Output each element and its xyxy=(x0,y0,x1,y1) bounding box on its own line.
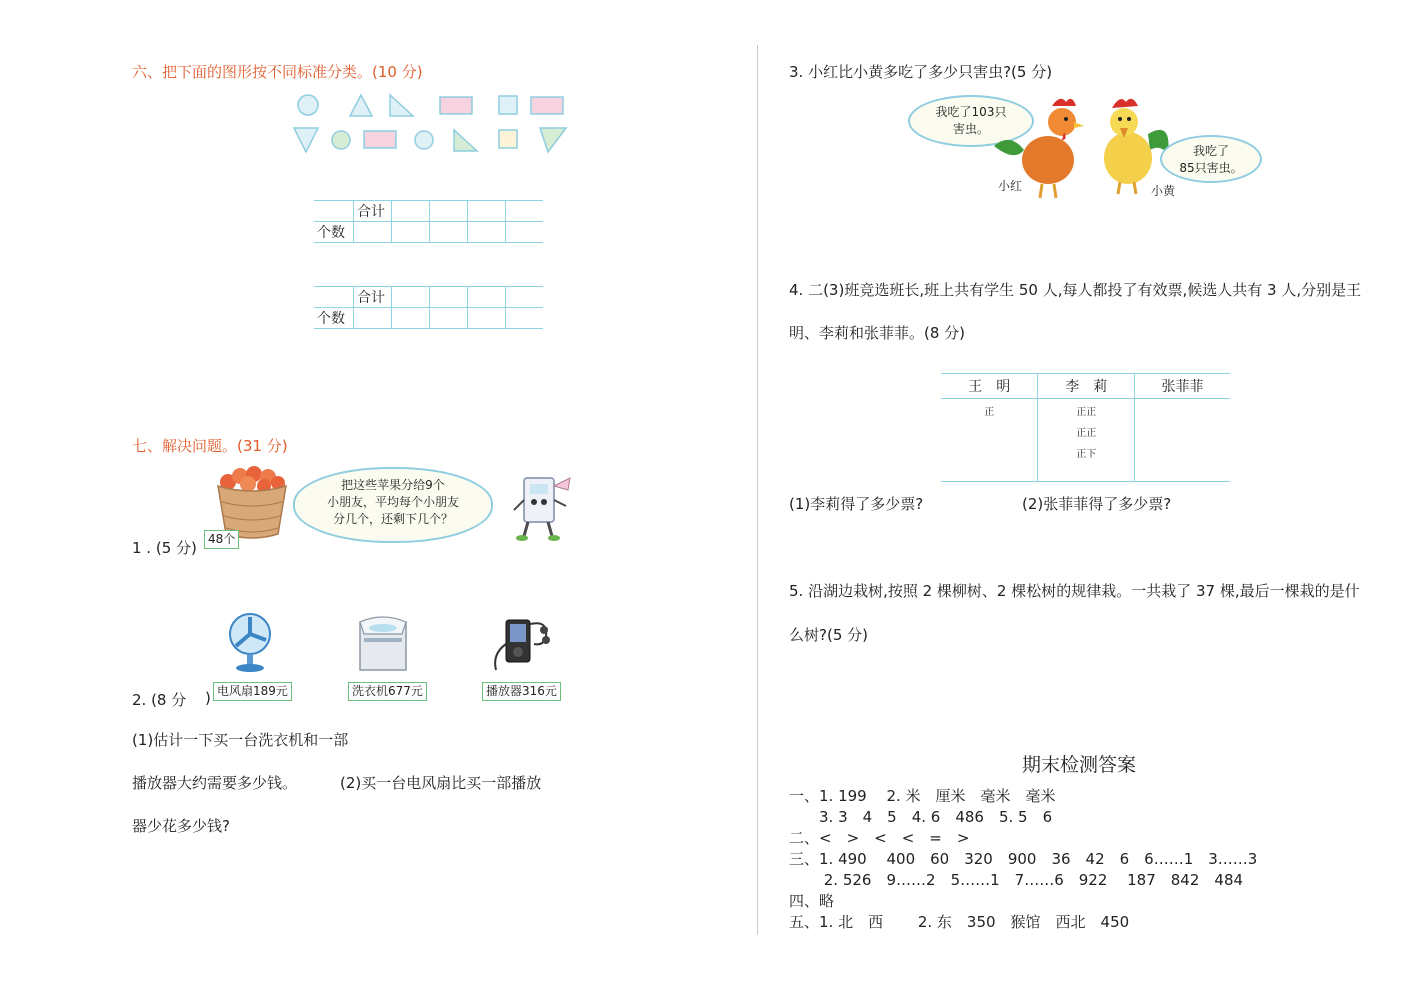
q4-sub-1: (1)李莉得了多少票? xyxy=(789,495,924,513)
xiaohong-name: 小红 xyxy=(998,179,1023,193)
fan-price-label: 电风扇189元 xyxy=(213,682,292,701)
right-triangle-shape xyxy=(454,130,477,151)
media-player-icon xyxy=(488,614,556,676)
tally-zhang xyxy=(1134,399,1230,482)
candidate-header-wang: 王 明 xyxy=(941,374,1038,399)
electric-fan-icon xyxy=(226,612,274,674)
q1-number: 1 . (5 分) xyxy=(132,539,197,557)
candidate-header-li: 李 莉 xyxy=(1038,374,1135,399)
circle-shape xyxy=(332,131,350,149)
answer-line: 四、略 xyxy=(789,892,835,910)
table-cell xyxy=(354,308,392,329)
classification-table-1 xyxy=(314,200,543,243)
triangle-shape xyxy=(350,95,372,116)
xiaohuang-name: 小黄 xyxy=(1151,184,1176,198)
answers-title: 期末检测答案 xyxy=(1022,754,1137,776)
table-cell xyxy=(392,287,430,308)
total-label: 合计 xyxy=(354,287,392,308)
count-label: 个数 xyxy=(314,222,354,243)
table-cell xyxy=(468,222,506,243)
q4-sub-2: (2)张菲菲得了多少票? xyxy=(1022,495,1172,513)
circle-shape xyxy=(415,131,433,149)
washing-machine-icon xyxy=(356,612,410,674)
table-cell xyxy=(506,201,544,222)
table-cell xyxy=(430,287,468,308)
q2-line-2b: (2)买一台电风扇比买一部播放 xyxy=(340,774,542,792)
table-cell xyxy=(506,222,544,243)
right-triangle-shape xyxy=(390,95,413,116)
answer-line: 一、1. 199 2. 米 厘米 毫米 毫米 xyxy=(789,787,1056,805)
answers-block xyxy=(789,785,1257,932)
total-label: 合计 xyxy=(354,201,392,222)
xiaohuang-speech-bubble xyxy=(1160,135,1262,183)
table-cell xyxy=(506,308,544,329)
q1-bubble-text: 把这些苹果分给9个 小朋友，平均每个小朋友 分几个，还剩下几个？ xyxy=(326,478,459,526)
table-cell xyxy=(314,287,354,308)
player-price-label: 播放器316元 xyxy=(482,682,561,701)
tally-mark: 正正 xyxy=(1076,428,1097,439)
tally-mark: 正下 xyxy=(1076,449,1097,460)
table-cell xyxy=(468,308,506,329)
table-cell xyxy=(392,201,430,222)
section-6-title: 六、把下面的图形按不同标准分类。(10 分) xyxy=(132,63,423,81)
table-cell xyxy=(430,308,468,329)
table-cell xyxy=(468,287,506,308)
table-cell xyxy=(392,308,430,329)
column-divider xyxy=(757,45,758,935)
answer-line: 五、1. 北 西 2. 东 350 猴馆 西北 450 xyxy=(789,913,1130,931)
table-cell xyxy=(430,201,468,222)
q4-line-1: 4. 二(3)班竞选班长,班上共有学生 50 人,每人都投了有效票,候选人共有 3 人,分别是王 xyxy=(789,281,1362,299)
q4-line-2: 明、李莉和张菲菲。(8 分) xyxy=(789,324,966,342)
washer-price-label: 洗衣机677元 xyxy=(348,682,427,701)
q5-line-2: 么树?(5 分) xyxy=(789,626,868,644)
circle-shape xyxy=(298,95,318,115)
q2-line-2: 播放器大约需要多少钱。 xyxy=(132,774,298,792)
table-cell xyxy=(506,287,544,308)
q2-close-paren: ) xyxy=(205,689,211,707)
tally-mark: 正正 xyxy=(1076,407,1097,418)
tally-li xyxy=(1038,399,1135,482)
rectangle-shape xyxy=(440,97,472,114)
xiaohong-bubble-text: 我吃了103只 害虫。 xyxy=(935,105,1007,136)
vote-table xyxy=(941,373,1230,482)
answer-line: 三、1. 490 400 60 320 900 36 42 6 6……1 3……3 xyxy=(789,850,1258,868)
answer-line: 2. 526 9……2 5……1 7……6 922 187 842 484 xyxy=(789,871,1244,889)
tally-mark: 正 xyxy=(984,407,995,418)
book-character-icon xyxy=(510,470,580,544)
q1-speech-bubble xyxy=(293,467,493,543)
xiaohuang-bubble-text: 我吃了 85只害虫。 xyxy=(1179,144,1243,175)
table-cell xyxy=(314,201,354,222)
table-cell xyxy=(430,222,468,243)
q2-line-3: 器少花多少钱? xyxy=(132,817,230,835)
answer-line: 3. 3 4 5 4. 6 486 5. 5 6 xyxy=(789,808,1053,826)
table-cell xyxy=(392,222,430,243)
section-7-title: 七、解决问题。(31 分) xyxy=(132,437,288,455)
square-shape xyxy=(499,130,517,148)
q2-line-1: (1)估计一下买一台洗衣机和一部 xyxy=(132,731,349,749)
triangle-shape xyxy=(540,128,566,152)
q2-number: 2. (8 分 xyxy=(132,691,187,709)
tally-wang xyxy=(941,399,1038,482)
table-cell xyxy=(354,222,392,243)
candidate-header-zhang: 张菲菲 xyxy=(1134,374,1230,399)
basket-count-label: 48个 xyxy=(204,530,239,549)
answer-line: 二、< > < < = > xyxy=(789,829,970,847)
inverted-triangle-shape xyxy=(294,128,318,152)
rectangle-shape xyxy=(364,131,396,148)
q3-text: 3. 小红比小黄多吃了多少只害虫?(5 分) xyxy=(789,63,1053,81)
square-shape xyxy=(499,96,517,114)
q5-line-1: 5. 沿湖边栽树,按照 2 棵柳树、2 棵松树的规律栽。一共栽了 37 棵,最后一棵栽的是什 xyxy=(789,582,1360,600)
classification-table-2 xyxy=(314,286,543,329)
table-cell xyxy=(468,201,506,222)
shapes-figure xyxy=(290,88,580,158)
rectangle-shape xyxy=(531,97,563,114)
count-label: 个数 xyxy=(314,308,354,329)
